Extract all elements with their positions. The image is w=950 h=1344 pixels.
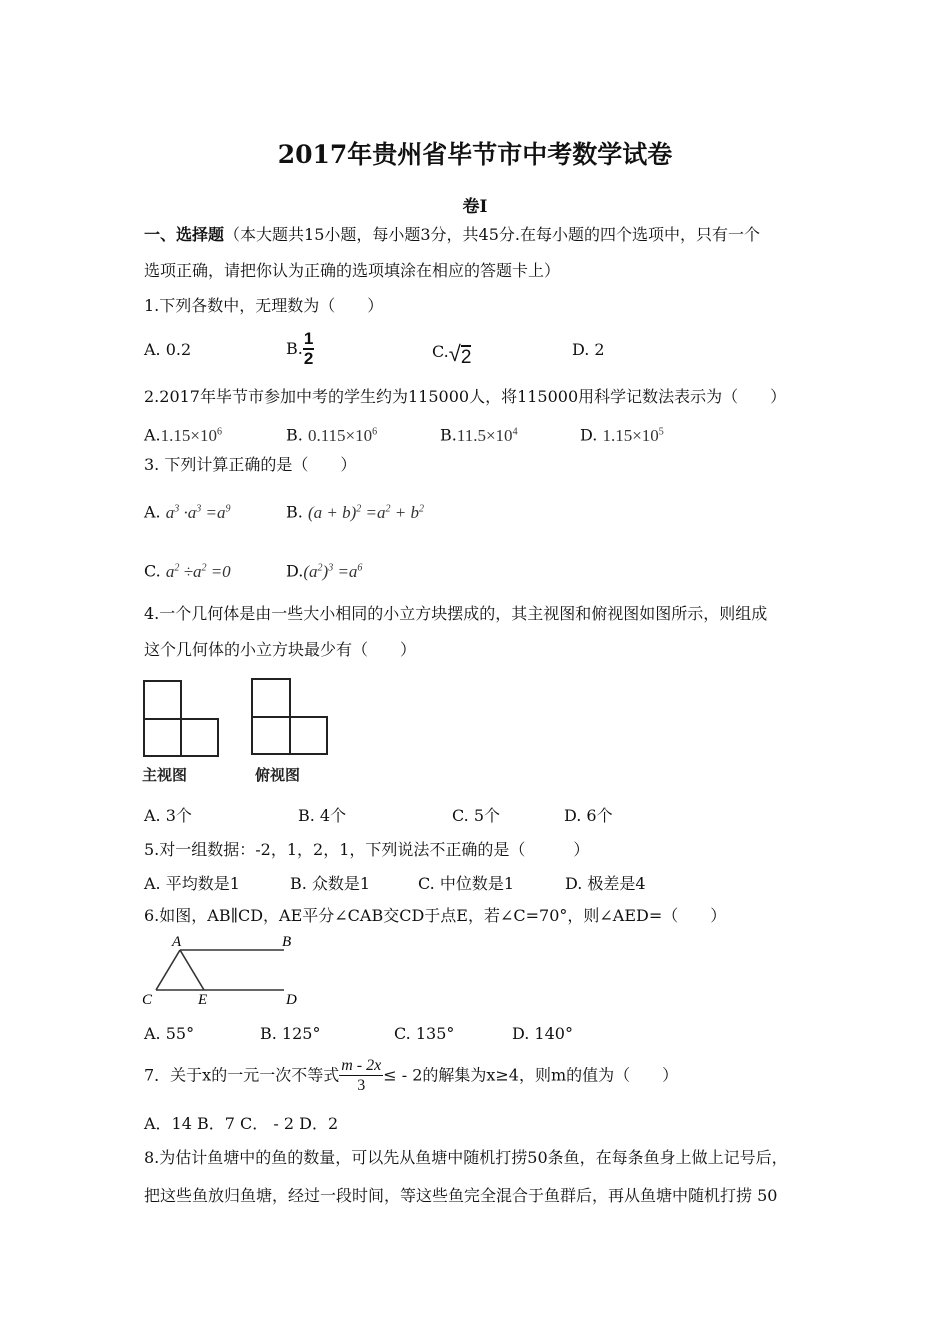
segment-ae — [180, 950, 204, 990]
q7-fraction — [339, 1056, 383, 1095]
q7-options: A．14 B．7 C． - 2 D．2 — [144, 1114, 339, 1133]
q3-option-d-expr: $(a^2)^3 =a^6$ — [303, 561, 363, 581]
q4-option-d: D. 6个 — [564, 806, 613, 825]
q5-stem: 5.对一组数据：-2，1，2，1，下列说法不正确的是（ ） — [144, 840, 590, 859]
top-view-diagram — [252, 679, 327, 754]
q5-option-b: B. 众数是1 — [290, 874, 371, 893]
q3-option-c-label: C. — [144, 561, 161, 581]
top-view-label: 俯视图 — [255, 767, 301, 784]
point-b-label: B — [282, 934, 292, 950]
section-intro — [144, 225, 760, 245]
q2-d-mantissa: 1.15×10 — [602, 425, 659, 445]
section-intro-line1: （本大题共15小题，每小题3分，共45分.在每小题的四个选项中，只有一个 — [224, 225, 761, 244]
q8-stem-line1: 8.为估计鱼塘中的鱼的数量，可以先从鱼塘中随机打捞50条鱼，在每条鱼身上做上记号后， — [144, 1148, 788, 1167]
q2-c-mantissa: 11.5×10 — [456, 425, 513, 445]
front-view-label: 主视图 — [142, 767, 188, 784]
q1-option-a: A. 0.2 — [144, 340, 192, 359]
q2-a-exponent: 6 — [216, 426, 222, 437]
q2-option-d — [580, 422, 664, 446]
section-intro-line2: 选项正确，请把你认为正确的选项填涂在相应的答题卡上） — [144, 261, 561, 280]
q7-stem — [144, 1056, 678, 1095]
front-view-diagram — [144, 681, 218, 756]
q1-fraction — [303, 330, 314, 368]
q3-option-c-expr: $a^2 \div a^2 =0$ — [165, 561, 231, 581]
q7-fraction-denominator: 3 — [357, 1077, 366, 1094]
q1-radicand: 2 — [460, 347, 472, 368]
q7-fraction-numerator: m - 2x — [341, 1057, 382, 1074]
q4-option-c: C. 5个 — [452, 806, 501, 825]
q1-stem: 1.下列各数中，无理数为（ ） — [144, 296, 384, 315]
q3-option-a-expr: $a^3 \cdot a^3 =a^9$ — [165, 502, 231, 522]
q1-option-c — [432, 340, 472, 368]
q3-stem: 3. 下列计算正确的是（ ） — [144, 455, 357, 474]
q4-stem-line2: 这个几何体的小立方块最少有（ ） — [144, 640, 417, 659]
q4-stem-line1: 4.一个几何体是由一些大小相同的小立方块摆成的，其主视图和俯视图如图所示，则组成 — [144, 604, 768, 623]
section-heading: 一、选择题 — [144, 225, 225, 244]
q2-a-mantissa: 1.15×10 — [160, 425, 217, 445]
q2-option-d-label: D. — [580, 425, 598, 445]
q2-option-b-value — [308, 426, 377, 445]
q3-option-b — [286, 499, 424, 523]
q1-option-c-label: C. — [432, 342, 449, 361]
q6-figure — [138, 930, 308, 1010]
q6-option-c: C. 135° — [394, 1024, 455, 1043]
q1-fraction-numerator: 1 — [303, 329, 314, 348]
q2-option-a-value — [161, 426, 222, 445]
q5-option-d: D. 极差是4 — [565, 874, 646, 893]
q2-option-b-label: B. — [286, 425, 303, 445]
segment-ac — [156, 950, 180, 990]
q2-option-a — [144, 422, 222, 446]
q3-option-d — [286, 558, 362, 582]
q6-option-b: B. 125° — [260, 1024, 321, 1043]
q3-option-b-label: B. — [286, 502, 303, 522]
q2-b-mantissa: 0.115×10 — [307, 425, 373, 445]
q1-option-d: D. 2 — [572, 340, 605, 359]
q8-stem-line2: 把这些鱼放归鱼塘，经过一段时间，等这些鱼完全混合于鱼群后，再从鱼塘中随机打捞 50 — [144, 1186, 778, 1205]
q5-option-c: C. 中位数是1 — [418, 874, 515, 893]
point-a-label: A — [172, 934, 182, 950]
q3-option-c — [144, 558, 231, 582]
q2-c-exponent: 4 — [512, 426, 518, 437]
q6-stem: 6.如图，AB∥CD，AE平分∠CAB交CD于点E，若∠C=70°，则∠AED=（ ） — [144, 906, 727, 925]
q7-stem-post: ≤ - 2的解集为x≥4，则m的值为（ ） — [383, 1065, 679, 1085]
point-d-label: D — [286, 992, 297, 1008]
q3-option-b-expr: $(a + b)^2 =a^2 + b^2$ — [307, 502, 424, 522]
q3-option-a — [144, 499, 230, 523]
q2-option-b — [286, 422, 377, 446]
q1-option-b-label: B. — [286, 339, 303, 358]
q2-option-a-label: A. — [144, 425, 161, 445]
q2-stem: 2.2017年毕节市参加中考的学生约为115000人，将115000用科学记数法表示为（ ） — [144, 387, 787, 406]
q2-b-exponent: 6 — [372, 426, 378, 437]
q6-option-d: D. 140° — [512, 1024, 573, 1043]
sqrt-icon: √ — [448, 341, 461, 366]
q2-option-c-value — [457, 426, 518, 445]
q3-option-a-label: A. — [144, 502, 161, 522]
point-e-label: E — [198, 992, 208, 1008]
q4-option-a: A. 3个 — [144, 806, 192, 825]
page-title: 2017年贵州省毕节市中考数学试卷 — [277, 140, 673, 169]
q7-stem-pre: 7．关于x的一元一次不等式 — [144, 1065, 340, 1085]
point-c-label: C — [142, 992, 153, 1008]
volume-label: 卷Ⅰ — [462, 197, 488, 217]
q5-option-a: A. 平均数是1 — [144, 874, 240, 893]
q2-d-exponent: 5 — [658, 426, 664, 437]
q2-option-d-value — [602, 426, 663, 445]
q3-option-d-label: D. — [286, 561, 304, 581]
q4-option-b: B. 4个 — [298, 806, 347, 825]
q1-fraction-denominator: 2 — [303, 349, 314, 368]
q1-option-b — [286, 330, 314, 368]
q2-option-c — [440, 422, 518, 446]
q6-option-a: A. 55° — [144, 1024, 195, 1043]
q2-option-c-label: B. — [440, 425, 457, 445]
